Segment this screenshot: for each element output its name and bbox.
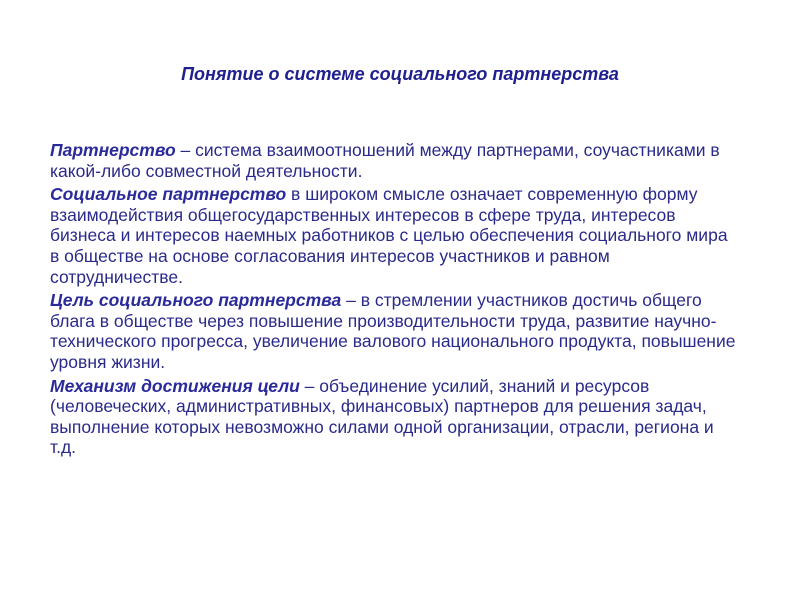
definition-goal: – в стремлении участников достичь общего блага в обществе через повышение производительности труда, развитие научно-технического прогресса, увеличение валового национального продукта, повышение уровня жизни.	[50, 290, 736, 372]
slide-content	[50, 140, 740, 461]
term-goal: Цель социального партнерства	[50, 290, 342, 311]
paragraph-social-partnership	[50, 184, 740, 287]
definition-mechanism: – объединение усилий, знаний и ресурсов (человеческих, административных, финансовых) партнеров для решения задач, выполнение которых невозможно силами одной организации, отрасли, региона и т.д.	[50, 375, 714, 458]
paragraph-partnership	[50, 140, 740, 181]
term-partnership: Партнерство	[50, 140, 176, 160]
definition-social-partnership: в широком смысле означает современную форму взаимодействия общегосударственных интересов в сфере труда, интересов бизнеса и интересов наемных работников с целью обеспечения социального мира в обществе на основе согласования интересов участников и равном сотрудничестве.	[50, 184, 728, 287]
definition-partnership: – система взаимоотношений между партнерами, соучастниками в какой-либо совместной деятельности.	[50, 140, 720, 181]
term-social-partnership: Социальное партнерство	[50, 184, 287, 205]
paragraph-goal	[50, 290, 740, 372]
term-mechanism: Механизм достижения цели	[50, 375, 300, 396]
slide-title: Понятие о системе социального партнерства	[181, 64, 619, 84]
paragraph-mechanism	[50, 376, 740, 458]
